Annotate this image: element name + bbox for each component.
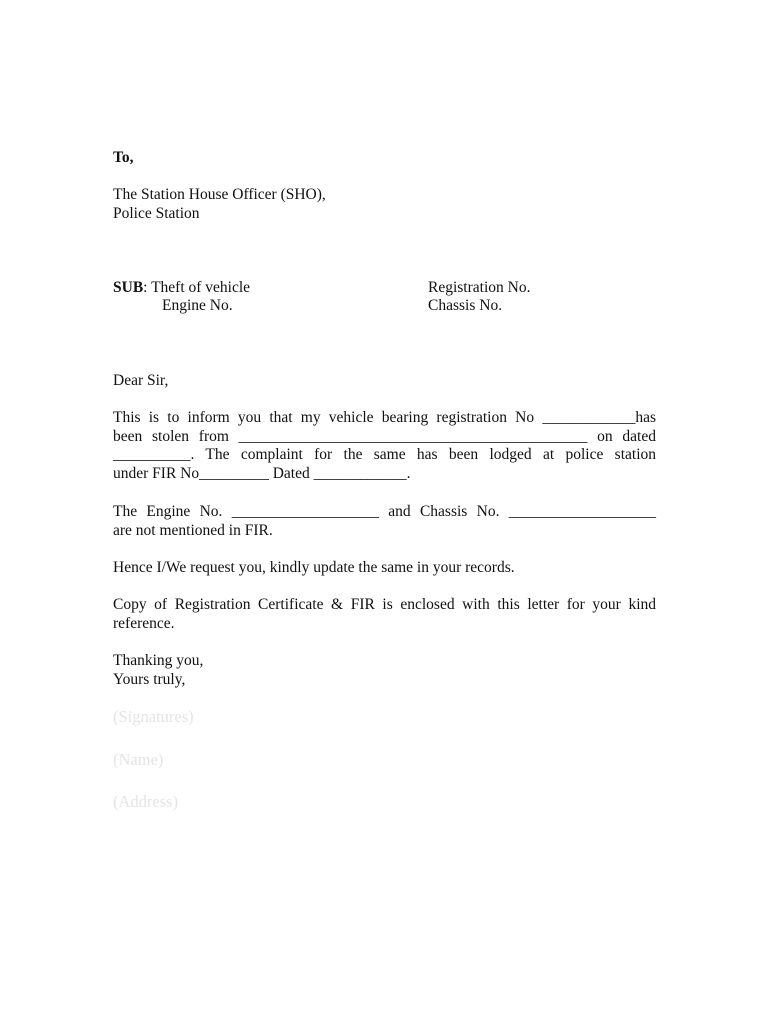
paragraph-1 — [113, 409, 656, 483]
greeting — [113, 372, 656, 391]
paragraph-2-line-2: are not mentioned in FIR. — [113, 521, 273, 539]
recipient-line-2: Police Station — [113, 204, 200, 222]
paragraph-1-line-4: under FIR No_________ Dated ____________. — [113, 464, 411, 482]
recipient-address — [113, 186, 656, 223]
paragraph-1-line-2: been stolen from _____________________________________________ on dated — [113, 427, 656, 445]
closing-line-1: Thanking you, — [113, 652, 204, 669]
closing — [113, 652, 656, 689]
paragraph-4 — [113, 596, 656, 633]
signature-placeholder: (Signatures) — [113, 707, 194, 726]
subject-label: SUB — [113, 279, 144, 296]
subject-line — [113, 279, 250, 298]
subject-colon: : — [143, 279, 148, 296]
paragraph-2-line-1: The Engine No. ___________________ and Chassis No. ___________________ — [113, 503, 656, 520]
paragraph-4-line-1: Copy of Registration Certificate & FIR is enclosed with this letter for your kind — [113, 596, 656, 613]
closing-line-2: Yours truly, — [113, 670, 186, 688]
engine-label: Engine No. — [162, 297, 233, 314]
chassis-label: Chassis No. — [428, 297, 503, 314]
paragraph-1-line-1: This is to inform you that my vehicle bearing registration No ____________has — [113, 409, 656, 426]
paragraph-2 — [113, 503, 656, 540]
paragraph-3 — [113, 559, 656, 578]
paragraph-3-text: Hence I/We request you, kindly update the same in your records. — [113, 559, 515, 576]
to-label: To, — [113, 149, 134, 166]
registration-label: Registration No. — [428, 279, 531, 296]
greeting-text: Dear Sir, — [113, 372, 169, 389]
paragraph-1-line-3: __________. The complaint for the same has been lodged at police station — [113, 446, 656, 463]
to-salutation — [113, 149, 656, 168]
name-placeholder: (Name) — [113, 750, 164, 769]
recipient-line-1: The Station House Officer (SHO), — [113, 186, 326, 203]
paragraph-4-line-2: reference. — [113, 614, 175, 632]
address-placeholder: (Address) — [113, 792, 179, 811]
subject-text: Theft of vehicle — [151, 279, 251, 296]
